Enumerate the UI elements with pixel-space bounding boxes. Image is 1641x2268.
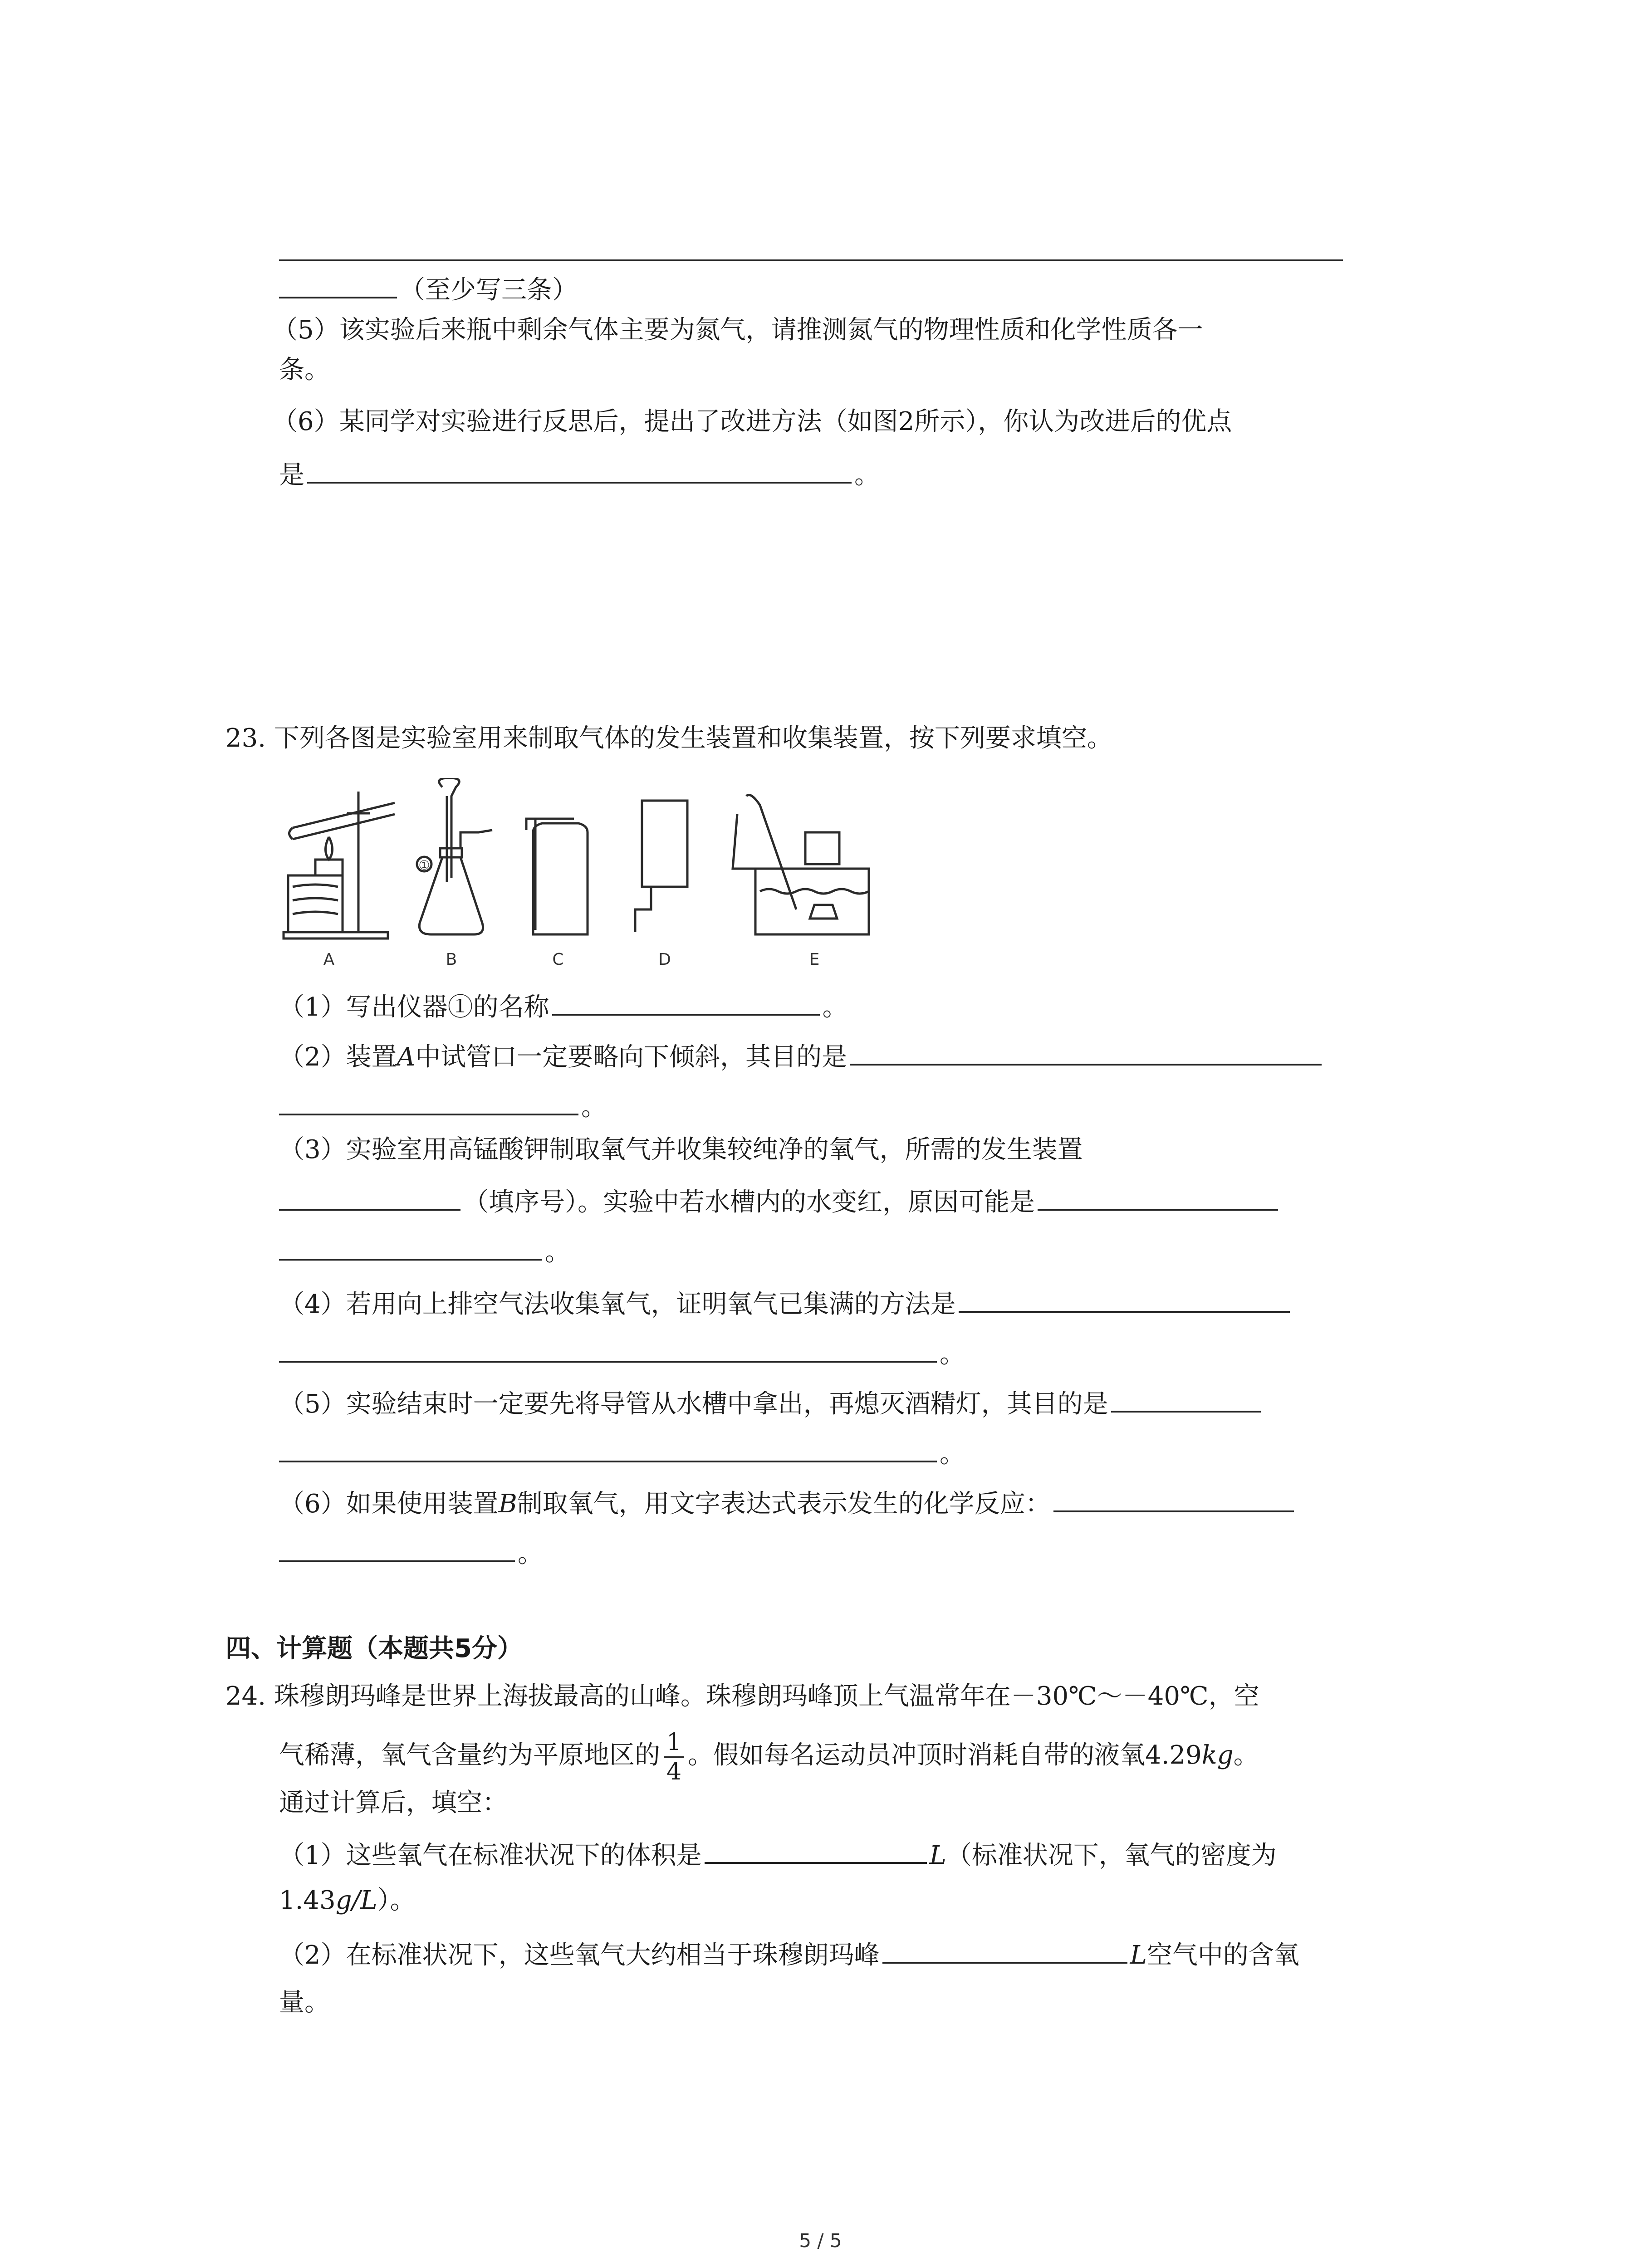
q24-density-value: 1.43 bbox=[279, 1886, 336, 1915]
label-a: A bbox=[323, 950, 335, 968]
answer-blank[interactable] bbox=[279, 1182, 460, 1211]
q23-part3-text: （填序号）。实验中若水槽内的水变红，原因可能是 bbox=[463, 1188, 1035, 1217]
q24-part1-text: （1）这些氧气在标准状况下的体积是 bbox=[279, 1841, 702, 1870]
q22-part5-line1: （5）该实验后来瓶中剩余气体主要为氮气，请推测氮气的物理性质和化学性质各一 bbox=[272, 315, 1203, 345]
q23-part1-text: （1）写出仪器①的名称 bbox=[279, 992, 549, 1022]
fraction bbox=[664, 1728, 684, 1786]
q24-density-unit: g/L bbox=[335, 1886, 377, 1915]
q24-part2-unit: L bbox=[1130, 1941, 1147, 1970]
q23-part3-line3 bbox=[279, 1232, 570, 1271]
answer-blank[interactable] bbox=[279, 1433, 937, 1462]
section-heading: 四、计算题（本题共5分） bbox=[225, 1634, 523, 1663]
q23-part6-line1 bbox=[279, 1483, 1297, 1522]
q22-part6-line2 bbox=[279, 455, 880, 494]
answer-blank[interactable] bbox=[279, 1334, 937, 1363]
q23-part4-text: （4）若用向上排空气法收集氧气，证明氧气已集满的方法是 bbox=[279, 1290, 956, 1319]
fraction-numerator: 1 bbox=[664, 1728, 684, 1758]
q24-stem-end: 。 bbox=[1233, 1740, 1259, 1770]
q23-part2-line1 bbox=[279, 1036, 1324, 1075]
q22-part6-suffix: 。 bbox=[854, 460, 880, 490]
answer-blank[interactable] bbox=[279, 1086, 578, 1115]
label-e: E bbox=[809, 950, 820, 968]
q24-part2-line1 bbox=[279, 1935, 1299, 1974]
apparatus-a-heating-setup bbox=[284, 792, 395, 938]
label-b: B bbox=[446, 950, 457, 968]
page-number: 5 / 5 bbox=[799, 2229, 842, 2252]
q24-part2-line2: 量。 bbox=[279, 1988, 330, 2017]
q23-part3-line1: （3）实验室用高锰酸钾制取氧气并收集较纯净的氧气，所需的发生装置 bbox=[279, 1135, 1083, 1164]
q23-part2-line2 bbox=[279, 1086, 607, 1125]
q24-stem-line1: 24. 珠穆朗玛峰是世界上海拔最高的山峰。珠穆朗玛峰顶上气温常年在－30℃～－40℃，空 bbox=[225, 1681, 1259, 1711]
q23-part2-text: 中试管口一定要略向下倾斜，其目的是 bbox=[415, 1042, 847, 1072]
q22-at-least-three-line bbox=[279, 269, 578, 308]
q24-stem-line3: 通过计算后，填空： bbox=[279, 1788, 508, 1818]
q23-part1 bbox=[279, 987, 848, 1026]
q23-stem: 23. 下列各图是实验室用来制取气体的发生装置和收集装置，按下列要求填空。 bbox=[225, 723, 1112, 753]
answer-blank[interactable] bbox=[1111, 1383, 1261, 1413]
q23-part5-line2 bbox=[279, 1433, 965, 1472]
q24-part2-tail: 空气中的含氧 bbox=[1146, 1941, 1299, 1970]
answer-blank[interactable] bbox=[882, 1935, 1127, 1964]
answer-blank[interactable] bbox=[850, 1036, 1322, 1066]
fraction-denominator: 4 bbox=[666, 1758, 682, 1785]
q22-at-least-three-text: （至少写三条） bbox=[400, 275, 578, 305]
q22-part6-prefix: 是 bbox=[279, 460, 304, 490]
q23-part6-text: 制取氧气，用文字表达式表示发生的化学反应： bbox=[517, 1489, 1051, 1519]
answer-blank[interactable] bbox=[705, 1835, 927, 1864]
q22-part5-line2: 条。 bbox=[279, 355, 330, 385]
q23-part6-var: B bbox=[498, 1489, 517, 1519]
q23-part2-prefix: （2）装置 bbox=[279, 1042, 397, 1072]
q23-part6-line2 bbox=[279, 1533, 543, 1572]
answer-blank[interactable] bbox=[1038, 1182, 1278, 1211]
q24-stem-prefix: 气稀薄，氧气含量约为平原地区的 bbox=[279, 1740, 660, 1770]
answer-blank[interactable] bbox=[1053, 1483, 1294, 1512]
lab-apparatus-figure bbox=[279, 778, 878, 968]
q23-part3-end: 。 bbox=[545, 1237, 570, 1267]
q24-part1-unit: L bbox=[929, 1841, 946, 1870]
q23-part4-end: 。 bbox=[940, 1339, 965, 1369]
q24-unit-kg: kg bbox=[1201, 1740, 1234, 1770]
apparatus-d-inverted-jar bbox=[635, 801, 687, 932]
q23-part4-line1 bbox=[279, 1284, 1293, 1323]
q23-part6-prefix: （6）如果使用装置 bbox=[279, 1489, 499, 1519]
q23-part5-line1 bbox=[279, 1383, 1264, 1422]
answer-line-top[interactable] bbox=[279, 259, 1343, 261]
answer-blank[interactable] bbox=[279, 269, 397, 298]
q23-part4-line2 bbox=[279, 1334, 965, 1373]
q23-part2-var: A bbox=[397, 1042, 416, 1072]
q23-part5-end: 。 bbox=[940, 1439, 965, 1469]
answer-blank[interactable] bbox=[307, 455, 852, 484]
q24-part1-line2 bbox=[279, 1882, 416, 1919]
answer-blank[interactable] bbox=[279, 1533, 515, 1562]
answer-blank[interactable] bbox=[279, 1232, 542, 1261]
answer-blank[interactable] bbox=[959, 1284, 1290, 1313]
q23-part6-end: 。 bbox=[518, 1539, 543, 1569]
apparatus-c-gas-jar bbox=[526, 819, 588, 934]
label-c: C bbox=[552, 950, 564, 968]
instrument-marker: ① bbox=[418, 858, 430, 873]
q23-part2-end: 。 bbox=[581, 1092, 607, 1122]
q24-part1-note: （标准状况下，氧气的密度为 bbox=[946, 1841, 1277, 1870]
q24-part2-text: （2）在标准状况下，这些氧气大约相当于珠穆朗玛峰 bbox=[279, 1941, 880, 1970]
q24-part1-end: ）。 bbox=[377, 1886, 416, 1915]
q23-part5-text: （5）实验结束时一定要先将导管从水槽中拿出，再熄灭酒精灯，其目的是 bbox=[279, 1389, 1108, 1419]
answer-blank[interactable] bbox=[552, 987, 820, 1016]
q23-part1-end: 。 bbox=[822, 992, 848, 1022]
apparatus-b-conical-flask bbox=[417, 778, 492, 934]
label-d: D bbox=[658, 950, 671, 968]
q22-part6-line1: （6）某同学对实验进行反思后，提出了改进方法（如图2所示），你认为改进后的优点 bbox=[272, 407, 1232, 436]
q24-stem-line2 bbox=[279, 1728, 1259, 1786]
q24-part1-line1 bbox=[279, 1835, 1277, 1874]
q23-part3-line2 bbox=[279, 1182, 1281, 1221]
q24-stem-mid: 。假如每名运动员冲顶时消耗自带的液氧4.29 bbox=[688, 1740, 1202, 1770]
apparatus-e-water-trough bbox=[733, 795, 869, 935]
